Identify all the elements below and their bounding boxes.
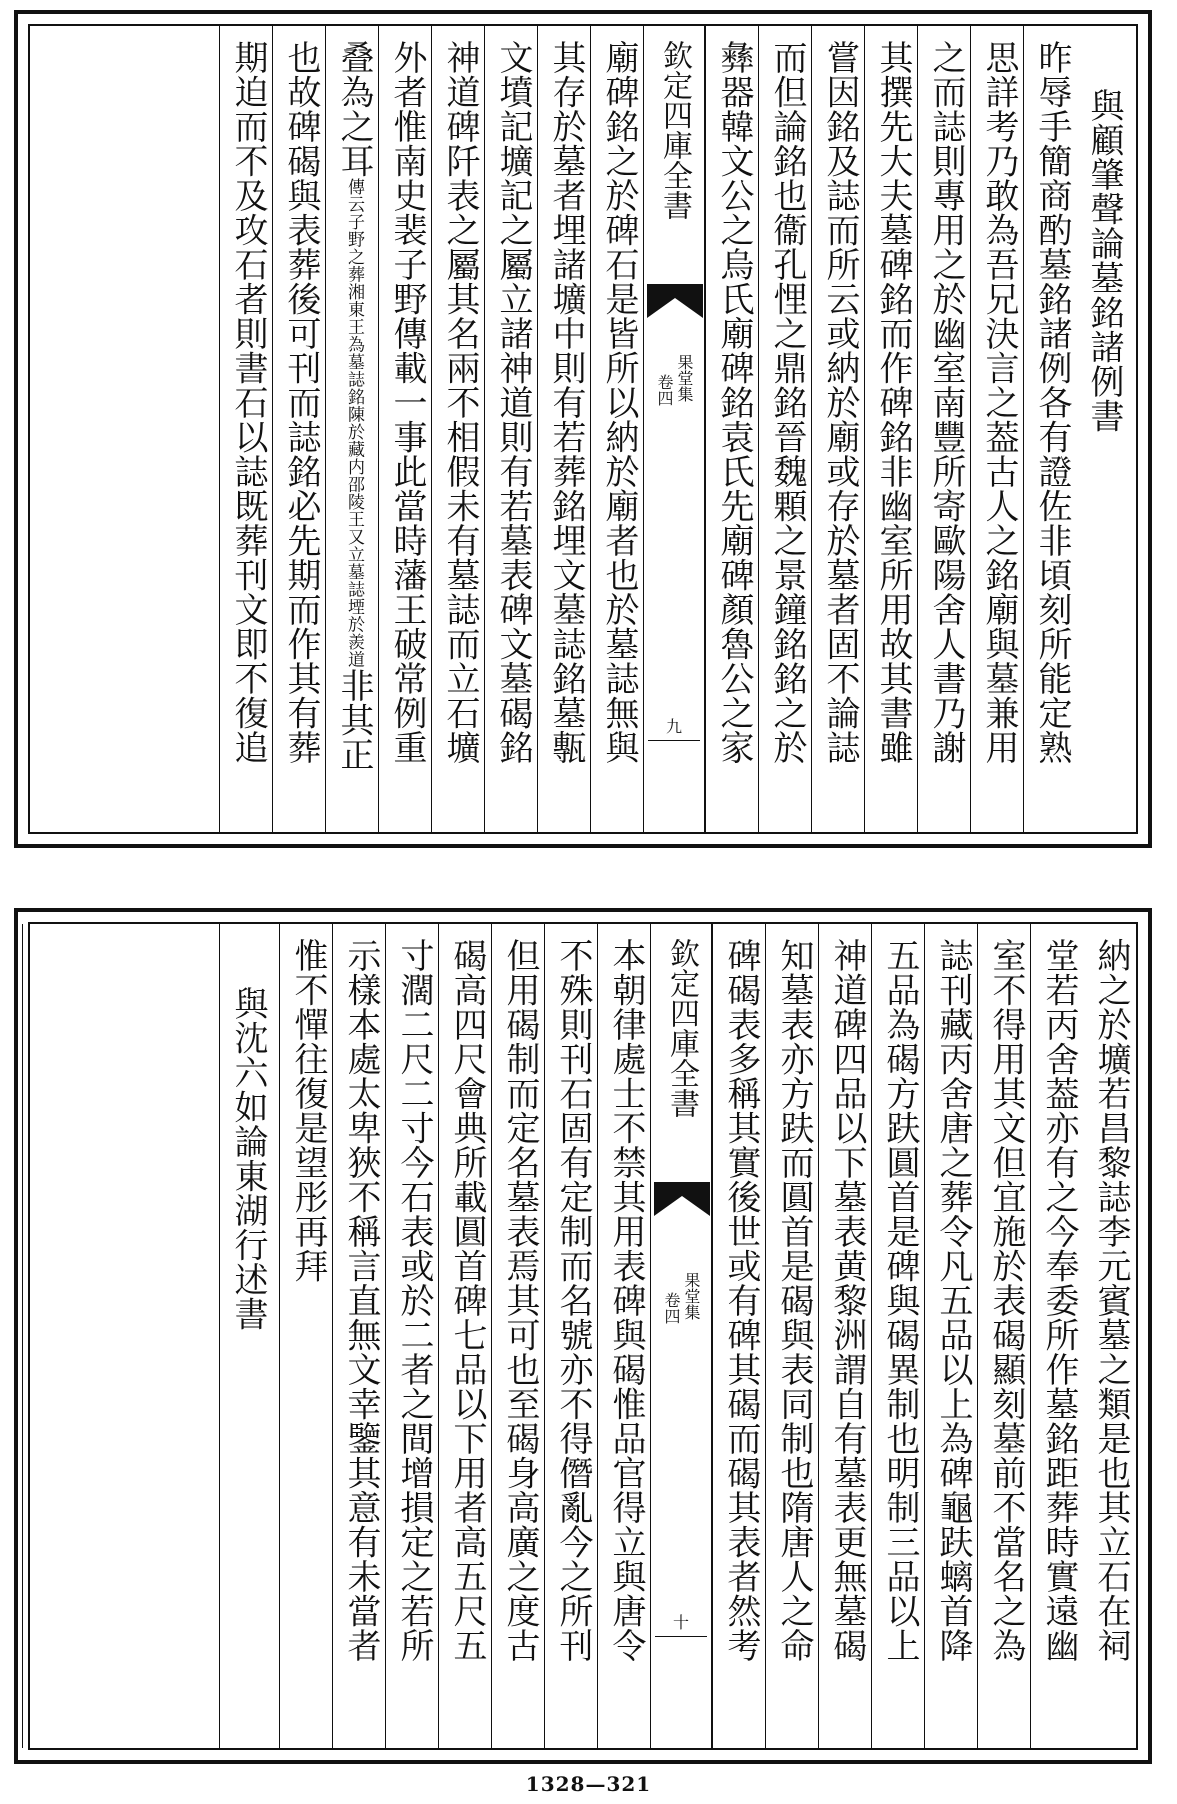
text-line: 本朝律處士不禁其用表碑與碣惟品官得立與唐令: [606, 938, 646, 1663]
column: [917, 26, 970, 832]
text-line: [329, 40, 379, 772]
column: [970, 26, 1023, 832]
text-line: 其撰先大夫墓碑銘而作碑銘非幽室所用故其書雖: [873, 40, 913, 765]
column: [219, 924, 279, 1748]
text-line: 之而誌則專用之於幽室南豐所寄歐陽舍人書乃謝: [926, 40, 966, 765]
blank-margin: [22, 26, 219, 832]
text-line: 也故碑碣與表葬後可刊而誌銘必先期而作其有葬: [281, 40, 321, 765]
column: [491, 924, 544, 1748]
letter-title: 與沈六如論東湖行述書: [228, 986, 268, 1331]
column: [765, 924, 818, 1748]
column: [385, 924, 438, 1748]
text-line: 碣高四尺會典所載圓首碑七品以下用者高五尺五: [447, 938, 487, 1663]
gutter-volume: 卷四: [655, 374, 674, 406]
column: [712, 924, 765, 1748]
text-line: 誌刊藏丙舍唐之葬令凡五品以上為碑龜趺螭首降: [933, 938, 973, 1663]
text-line: 期迫而不及攻石者則書石以誌既葬刊文即不復追: [228, 40, 268, 765]
blank-margin: [22, 924, 219, 1748]
column: [1076, 26, 1136, 832]
column: [977, 924, 1030, 1748]
column: [438, 924, 491, 1748]
note-right: 傳云子野之葬湘東王為墓誌銘陳: [344, 178, 364, 423]
column: [544, 924, 597, 1748]
text-line: 但用碣制而定名墓表焉其可也至碣身高廣之度古: [500, 938, 540, 1663]
column-with-note: [325, 26, 378, 832]
text-line: 文墳記壙記之屬立諸神道則有若墓表碑文墓碣銘: [493, 40, 533, 765]
text-line: 廟碑銘之於碑石是皆所以納於廟者也於墓誌無與: [599, 40, 639, 765]
text-line: 不殊則刊石固有定制而名號亦不得僭亂今之所刊: [553, 938, 593, 1663]
text-line: 思詳考乃敢為吾兄決言之葢古人之銘廟與墓兼用: [979, 40, 1019, 765]
page-top: [14, 10, 1152, 848]
interlinear-note: [342, 178, 366, 668]
column: [1030, 924, 1083, 1748]
text-line: 示樣本處太卑狹不稱言直無文幸鑒其意有未當者: [341, 938, 381, 1663]
text-line: 外者惟南史裴子野傳載一事此當時藩王破常例重: [387, 40, 427, 765]
fishtail-icon: [654, 1182, 710, 1216]
text-line: 納之於壙若昌黎誌李元賓墓之類是也其立石在祠: [1091, 938, 1131, 1663]
gutter-rule: [648, 740, 700, 741]
gutter-rule: [655, 1636, 707, 1637]
column: [1083, 924, 1136, 1748]
column: [537, 26, 590, 832]
page-footer-number: 1328—321: [525, 1772, 652, 1796]
note-main-end: 非其正: [334, 668, 374, 772]
text-line: 五品為碣方趺圓首是碑與碣異制也明制三品以上: [880, 938, 920, 1663]
column: [1023, 26, 1076, 832]
column: [758, 26, 811, 832]
gutter-title: 欽定四庫全書: [664, 938, 699, 1118]
center-gutter: [650, 924, 712, 1748]
text-line: 碑碣表多稱其實後世或有碑其碣而碣其表者然考: [721, 938, 761, 1663]
text-line: 知墓表亦方趺而圓首是碣與表同制也隋唐人之命: [774, 938, 814, 1663]
text-frame: [28, 24, 1138, 834]
text-line: 昨辱手簡商酌墓銘諸例各有證佐非頃刻所能定熟: [1032, 40, 1072, 765]
column: [378, 26, 431, 832]
column: [597, 924, 650, 1748]
letter-title: 與顧肇聲論墓銘諸例書: [1084, 88, 1124, 433]
gutter-book: 果堂集: [682, 1272, 701, 1320]
text-line: 神道碑四品以下墓表黄黎洲謂自有墓表更無墓碣: [827, 938, 867, 1663]
text-line: 堂若丙舍葢亦有之今奉委所作墓銘距葬時實遠幽: [1039, 938, 1079, 1663]
text-line: 彝器韓文公之烏氏廟碑銘袁氏先廟碑顏魯公之家: [714, 40, 754, 765]
note-main-start: 叠為之耳: [334, 40, 374, 178]
text-line: 其存於墓者埋諸壙中則有若葬銘埋文墓誌銘墓甎: [546, 40, 586, 765]
column: [818, 924, 871, 1748]
column: [705, 26, 758, 832]
text-line: 嘗因銘及誌而所云或納於廟或存於墓者固不論誌: [820, 40, 860, 765]
column: [864, 26, 917, 832]
fishtail-icon: [647, 284, 703, 318]
column: [279, 924, 332, 1748]
gutter-page-number: 九: [665, 717, 682, 736]
column: [811, 26, 864, 832]
column: [871, 924, 924, 1748]
gutter-title: 欽定四庫全書: [657, 40, 692, 220]
column: [332, 924, 385, 1748]
text-line: 室不得用其文但宜施於表碣顯刻墓前不當名之為: [986, 938, 1026, 1663]
column: [590, 26, 643, 832]
text-line: 寸濶二尺二寸今石表或於二者之間增損定之若所: [394, 938, 434, 1663]
text-line: 而但論銘也衞孔悝之鼎銘晉魏顆之景鐘銘銘之於: [767, 40, 807, 765]
gutter-page-number: 十: [672, 1613, 689, 1632]
column: [431, 26, 484, 832]
column: [272, 26, 325, 832]
page-bottom: [14, 908, 1152, 1764]
gutter-volume: 卷四: [662, 1292, 681, 1324]
text-line: 神道碑阡表之屬其名兩不相假未有墓誌而立石壙: [440, 40, 480, 765]
text-line: 惟不憚往復是望彤再拜: [288, 938, 328, 1283]
column: [219, 26, 272, 832]
center-gutter: [643, 26, 705, 832]
column: [484, 26, 537, 832]
text-frame: [28, 922, 1138, 1750]
gutter-book: 果堂集: [675, 354, 694, 402]
note-left: 於藏内邵陵王又立墓誌堙於羨道: [344, 423, 364, 668]
column: [924, 924, 977, 1748]
